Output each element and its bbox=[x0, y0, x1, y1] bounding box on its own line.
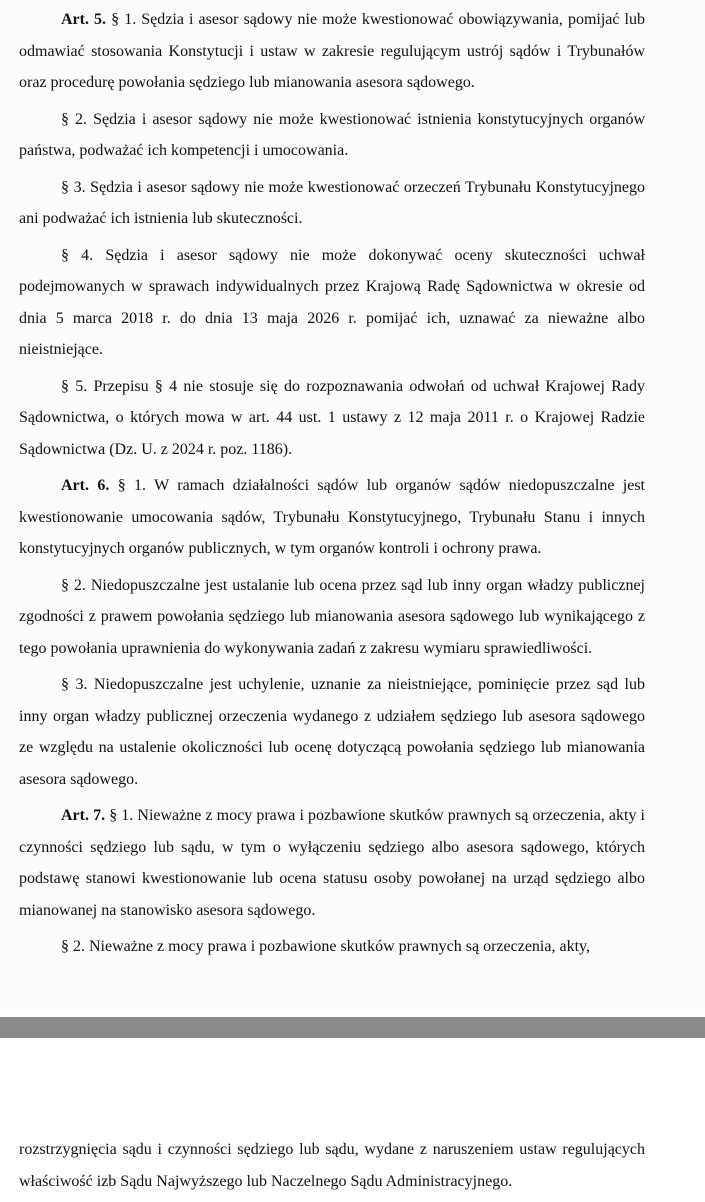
art-5-par-5: § 5. Przepisu § 4 nie stosuje się do rozpoznawania odwołań od uchwał Krajowej Rady Sądownictwa, o których mowa w art. 44 ust. 1 ustawy z 12 maja 2011 r. o Krajowej Radzie Sądownictwa (Dz. U. z 2024 r. poz. 1186). bbox=[19, 377, 645, 458]
paragraph-text: § 1. Nieważne z mocy prawa i pozbawione skutków prawnych są orzeczenia, akty i czynności sędziego lub sądu, w tym o wyłączeniu sędziego albo asesora sądowego, których podstawę stanowi kwestionowanie lub ocena statusu osoby powołanej na urząd sędziego albo mianowanej na stanowisko asesora sądowego. bbox=[19, 807, 645, 919]
document-page-2 bbox=[0, 1038, 705, 1200]
page-1-text bbox=[19, 4, 645, 968]
art-5-par-2: § 2. Sędzia i asesor sądowy nie może kwestionować istnienia konstytucyjnych organów państwa, podważać ich kompetencji i umocowania. bbox=[19, 110, 645, 159]
article-heading: Art. 6. bbox=[61, 477, 110, 494]
art-6-par-1 bbox=[19, 470, 645, 565]
article-heading: Art. 7. bbox=[61, 807, 106, 824]
art-6-par-2: § 2. Niedopuszczalne jest ustalanie lub ocena przez sąd lub inny organ władzy publicznej zgodności z prawem powołania sędziego lub mianowania asesora sądowego lub wynikającego z tego powołania uprawnienia do wykonywania zadań z zakresu wymiaru sprawiedliwości. bbox=[19, 576, 645, 657]
art-5-par-1 bbox=[19, 4, 645, 99]
art-7-par-1 bbox=[19, 800, 645, 926]
art-7-par-2-continuation: rozstrzygnięcia sądu i czynności sędziego lub sądu, wydane z naruszeniem ustaw regulujących właściwość izb Sądu Najwyższego lub Naczelnego Sądu Administracyjnego. bbox=[19, 1141, 645, 1190]
art-5-par-4: § 4. Sędzia i asesor sądowy nie może dokonywać oceny skuteczności uchwał podejmowanych w sprawach indywidualnych przez Krajową Radę Sądownictwa w okresie od dnia 5 marca 2018 r. do dnia 13 maja 2026 r. pomijać ich, uznawać za nieważne albo nieistniejące. bbox=[19, 246, 645, 358]
article-heading: Art. 5. bbox=[61, 11, 107, 28]
paragraph-text: § 1. W ramach działalności sądów lub organów sądów niedopuszczalne jest kwestionowanie umocowania sądów, Trybunału Konstytucyjnego, Trybunału Stanu i innych konstytucyjnych organów publicznych, w tym organów kontroli i ochrony prawa. bbox=[19, 477, 646, 557]
paragraph-text: § 1. Sędzia i asesor sądowy nie może kwestionować obowiązywania, pomijać lub odmawiać stosowania Konstytucji i ustaw w zakresie regulującym ustrój sądów i Trybunałów oraz procedurę powołania sędziego lub mianowania asesora sądowego. bbox=[19, 11, 646, 91]
art-5-par-3: § 3. Sędzia i asesor sądowy nie może kwestionować orzeczeń Trybunału Konstytucyjnego ani podważać ich istnienia lub skuteczności. bbox=[19, 178, 645, 227]
page-2-text bbox=[19, 1134, 645, 1202]
art-6-par-3: § 3. Niedopuszczalne jest uchylenie, uznanie za nieistniejące, pominięcie przez sąd lub inny organ władzy publicznej orzeczenia wydanego z udziałem sędziego lub asesora sądowego ze względu na ustalenie okoliczności lub ocenę dotyczącą powołania sędziego lub mianowania asesora sądowego. bbox=[19, 676, 645, 788]
page-divider bbox=[0, 1017, 705, 1038]
art-7-par-2: § 2. Nieważne z mocy prawa i pozbawione skutków prawnych są orzeczenia, akty, bbox=[61, 938, 590, 955]
